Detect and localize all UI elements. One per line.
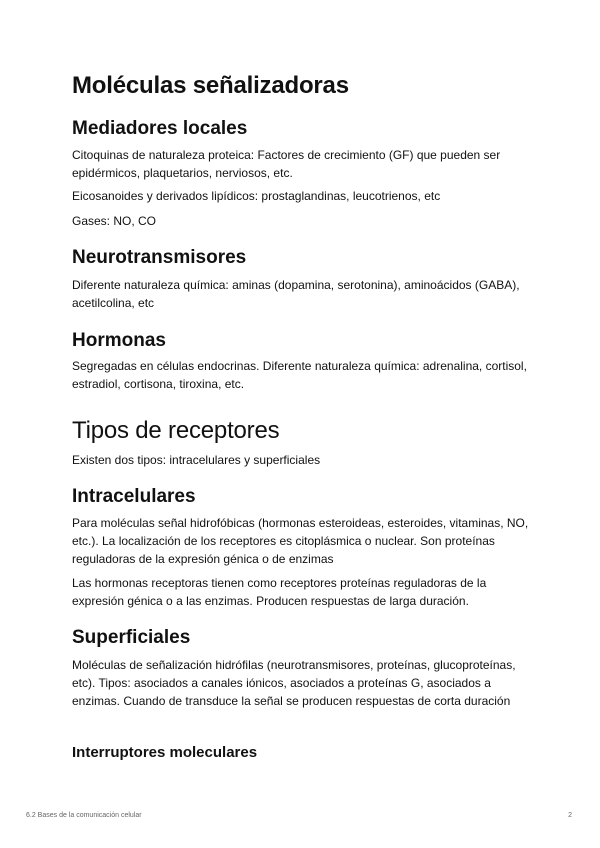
paragraph-neurotransmisores: Diferente naturaleza química: aminas (dopamina, serotonina), aminoácidos (GABA), acetilcolina, etc [72, 278, 520, 310]
heading-neurotransmisores: Neurotransmisores [72, 247, 247, 268]
paragraph-eicosanoides: Eicosanoides y derivados lipídicos: prostaglandinas, leucotrienos, etc [72, 189, 441, 203]
paragraph-hormonas: Segregadas en células endocrinas. Diferente naturaleza química: adrenalina, cortisol, estradiol, cortisona, tiroxina, etc. [72, 359, 527, 391]
paragraph-gases: Gases: NO, CO [72, 214, 157, 228]
paragraph-intracelulares-2: Las hormonas receptoras tienen como receptores proteínas reguladoras de la expresión génica o a las enzimas. Producen respuestas de larga duración. [72, 576, 487, 608]
title-tipos-de-receptores: Tipos de receptores [72, 417, 280, 444]
title-moleculas-senalizadoras: Moléculas señalizadoras [72, 72, 349, 99]
heading-intracelulares: Intracelulares [72, 486, 196, 507]
footer-document-title: 6.2 Bases de la comunicación celular [26, 812, 142, 819]
heading-mediadores-locales: Mediadores locales [72, 118, 248, 139]
heading-interruptores-moleculares: Interruptores moleculares [72, 744, 258, 761]
paragraph-tipos-intro: Existen dos tipos: intracelulares y superficiales [72, 453, 321, 467]
footer-page-number: 2 [568, 812, 572, 819]
heading-hormonas: Hormonas [72, 330, 166, 351]
heading-superficiales: Superficiales [72, 627, 191, 648]
paragraph-superficiales: Moléculas de señalización hidrófilas (neurotransmisores, proteínas, glucoproteínas, etc). Tipos: asociados a canales iónicos, asociados a proteínas G, asociados a enzimas. Cuando de transduce la señal se producen respuestas de corta duración [72, 658, 516, 708]
paragraph-intracelulares-1: Para moléculas señal hidrofóbicas (hormonas esteroideas, esteroides, vitaminas, NO, etc.). La localización de los receptores es citoplásmica o nuclear. Son proteínas reguladoras de la expresión génica o de enzimas [72, 516, 529, 566]
paragraph-citoquinas: Citoquinas de naturaleza proteica: Factores de crecimiento (GF) que pueden ser epidérmicos, plaquetarios, nerviosos, etc. [72, 148, 501, 180]
